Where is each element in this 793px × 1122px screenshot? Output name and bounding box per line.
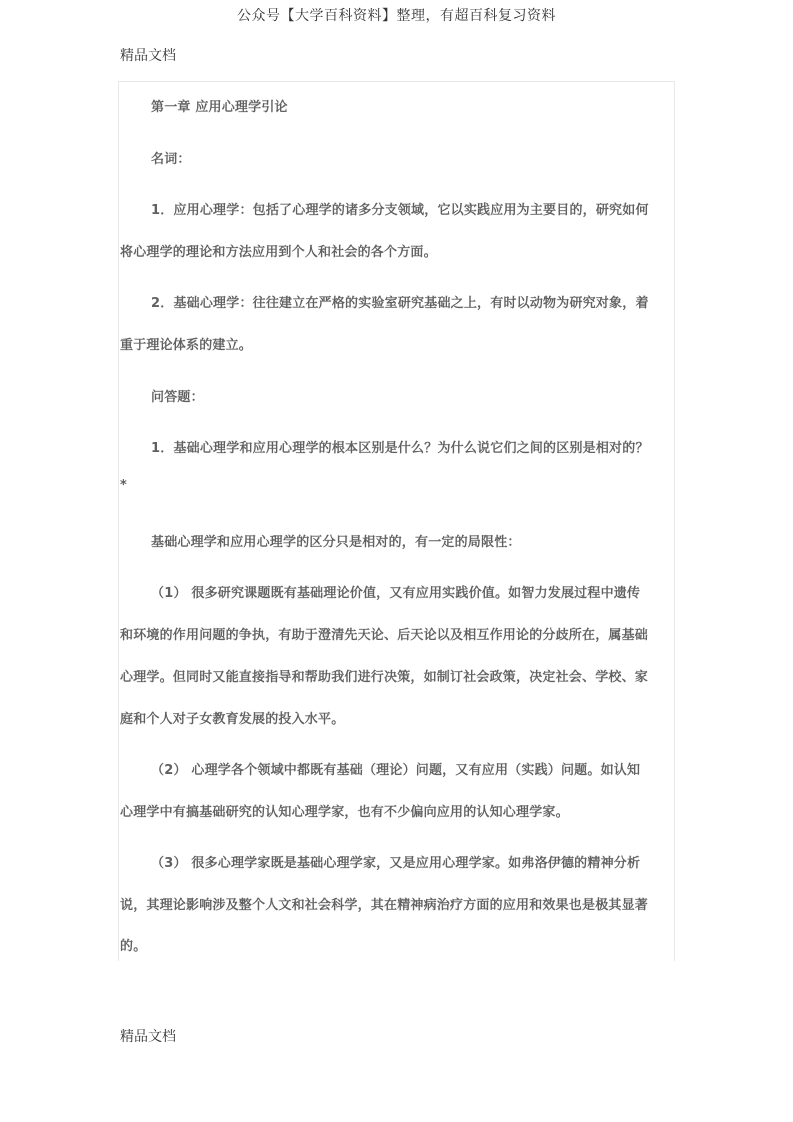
p3-line2: 说，其理论影响涉及整个人文和社会科学，其在精神病治疗方面的应用和效果也是极其显著 <box>120 898 649 913</box>
answer-intro: 基础心理学和应用心理学的区分只是相对的，有一定的局限性： <box>151 535 521 550</box>
p2-line2: 心理学中有搞基础研究的认知心理学家，也有不少偏向应用的认知心理学家。 <box>120 805 569 820</box>
terms-heading: 名词： <box>151 152 191 167</box>
watermark-header: 公众号【大学百科资料】整理，有超百科复习资料 <box>237 8 556 24</box>
p1-line4: 庭和个人对子女教育发展的投入水平。 <box>120 712 345 727</box>
term1-line1: 1．应用心理学：包括了心理学的诸多分支领域，它以实践应用为主要目的，研究如何 <box>151 203 649 218</box>
p1-line2: 和环境的作用问题的争执，有助于澄清先天论、后天论以及相互作用论的分歧所在，属基础 <box>120 628 649 643</box>
p3-line1: （3） 很多心理学家既是基础心理学家，又是应用心理学家。如弗洛伊德的精神分析 <box>151 856 641 871</box>
p1-line1: （1） 很多研究课题既有基础理论价值，又有应用实践价值。如智力发展过程中遗传 <box>151 586 641 601</box>
term2-line2: 重于理论体系的建立。 <box>120 338 253 353</box>
p3-line3: 的。 <box>120 939 147 954</box>
doc-label-bottom: 精品文档 <box>120 1029 176 1045</box>
qa-heading: 问答题： <box>151 390 204 405</box>
term2-line1: 2．基础心理学：往往建立在严格的实验室研究基础之上，有时以动物为研究对象，着 <box>151 296 649 311</box>
doc-label-top: 精品文档 <box>120 48 176 64</box>
chapter-title: 第一章 应用心理学引论 <box>151 100 288 115</box>
term1-line2: 将心理学的理论和方法应用到个人和社会的各个方面。 <box>120 245 437 260</box>
p1-line3: 心理学。但同时又能直接指导和帮助我们进行决策，如制订社会政策，决定社会、学校、家 <box>120 670 649 685</box>
p2-line1: （2） 心理学各个领域中都既有基础（理论）问题，又有应用（实践）问题。如认知 <box>151 763 641 778</box>
q1-line2: * <box>120 478 127 493</box>
q1-line1: 1．基础心理学和应用心理学的根本区别是什么？为什么说它们之间的区别是相对的？ <box>151 441 649 456</box>
